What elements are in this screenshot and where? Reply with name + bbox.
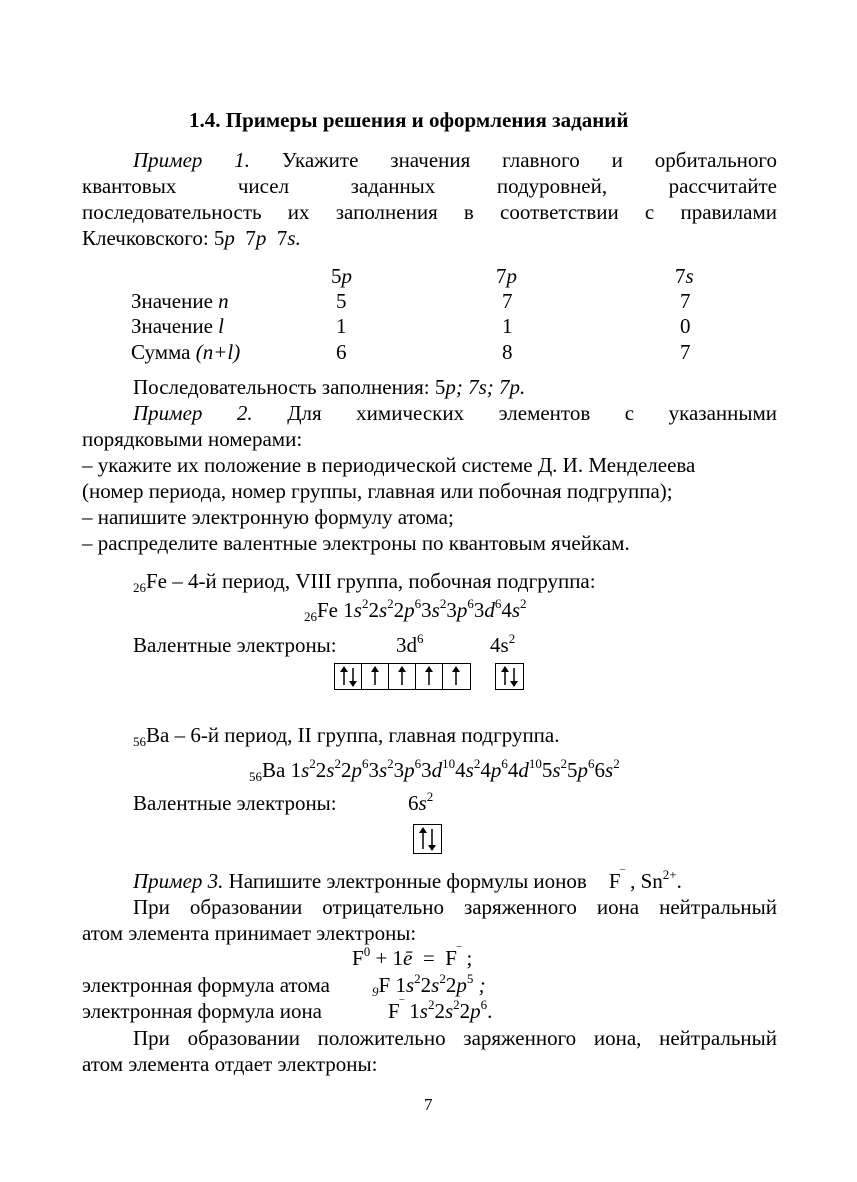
ion-formula: F‾ $1s^22s^22p^6$. xyxy=(388,997,493,1023)
positive-ion-line1: При образовании положительно заряженного иона, нейтральный xyxy=(133,1026,777,1050)
fe-valence-s-sup: 2 xyxy=(508,631,516,646)
example1-line4 xyxy=(82,225,301,251)
line4-mid1: 7 xyxy=(234,226,256,250)
fe-electron-formula: $_{26}$Fe $1s^22s^22p^63s^23p^63d^64s^2$ xyxy=(304,596,527,624)
row-label-italic: (n+l) xyxy=(195,340,241,364)
ba-formula-number: 56 xyxy=(249,769,262,784)
fe-valence-d xyxy=(396,632,424,658)
ion1-charge: ‾ xyxy=(620,867,625,882)
example1-line1 xyxy=(133,147,777,173)
eq-left-sup: 0 xyxy=(363,944,371,959)
table-row-label xyxy=(131,313,224,339)
ion1: F xyxy=(608,869,621,893)
orbital-cell xyxy=(335,664,362,689)
example2-label: Пример 2. xyxy=(133,401,253,425)
ba-desc-text: Ba – 6-й период, II группа, главная подгруппа. xyxy=(146,723,560,747)
up-arrow-icon xyxy=(416,664,443,689)
table-row-label xyxy=(131,288,229,314)
up-down-arrows-icon xyxy=(414,825,441,853)
orbital-cell xyxy=(416,664,443,689)
table-cell: 8 xyxy=(502,340,513,364)
atom-formula: $_9$F $1s^22s^22p^5$ ; xyxy=(372,971,486,999)
table-row-label xyxy=(131,339,240,365)
line-end: . xyxy=(676,869,682,893)
up-down-arrows-icon xyxy=(335,664,362,689)
page-number: 7 xyxy=(424,1095,433,1114)
fe-d-orbital-cells xyxy=(334,663,471,690)
filling-sequence xyxy=(133,374,525,400)
fe-valence-s-text: 4s xyxy=(490,633,509,657)
bullet-1b: (номер периода, номер группы, главная или побочная подгруппа); xyxy=(82,479,673,503)
ba-number: 56 xyxy=(133,734,146,749)
negative-ion-line1: При образовании отрицательно заряженного иона нейтральный xyxy=(133,895,777,919)
negative-ion-line2: атом элемента принимает электроны: xyxy=(82,921,417,945)
bullet-3: – распределите валентные электроны по квантовым ячейкам. xyxy=(82,531,630,555)
orbital-cell xyxy=(443,664,470,689)
line4-p1: p xyxy=(224,226,235,250)
line4-p2: p xyxy=(255,226,267,250)
line4-text: Клечковского: 5 xyxy=(82,226,225,250)
ion-symbol: F xyxy=(388,999,400,1023)
sequence-italic: p; 7s; 7p. xyxy=(445,375,526,399)
example2-line2: порядковыми номерами: xyxy=(82,427,303,451)
table-header-5p: 5p xyxy=(331,264,352,288)
orbital-cell xyxy=(496,664,523,689)
table-cell: 5 xyxy=(336,289,347,313)
sequence-text: Последовательность заполнения: 5 xyxy=(133,375,446,399)
fe-desc-text: Fe – 4-й период, VIII группа, побочная подгруппа: xyxy=(146,569,596,593)
ba-valence-s-sup: 2 xyxy=(426,789,434,804)
eq-right-sup: ‾ xyxy=(456,944,462,959)
table-cell: 1 xyxy=(502,314,513,338)
up-arrow-icon xyxy=(389,664,416,689)
fe-number: 26 xyxy=(133,580,146,595)
example2-line1 xyxy=(133,400,777,426)
ion-formula-label: электронная формула иона xyxy=(82,999,323,1023)
fe-description xyxy=(133,568,596,594)
ba-valence-s-text: 6s xyxy=(408,791,427,815)
table-header-7p: 7p xyxy=(496,264,517,288)
eq-electron: ē xyxy=(403,946,413,970)
ion-charge: ‾ xyxy=(399,997,405,1012)
bullet-1: – укажите их положение в периодической системе Д. И. Менделеева xyxy=(82,453,696,477)
eq-left: F xyxy=(352,946,364,970)
up-down-arrows-icon xyxy=(496,664,523,689)
atom-formula-label: электронная формула атома xyxy=(82,973,330,997)
row-label-text: Сумма xyxy=(131,340,196,364)
fe-valence-d-sup: 6 xyxy=(417,631,424,646)
fe-s-orbital-cell xyxy=(495,663,524,690)
table-cell: 7 xyxy=(502,289,513,313)
example2-line1-text: Для химических элементов с указанными xyxy=(287,401,778,425)
eq-end: ; xyxy=(461,946,473,970)
table-cell: 1 xyxy=(336,314,347,338)
positive-ion-line2: атом элемента отдает электроны: xyxy=(82,1052,378,1076)
row-label-italic: l xyxy=(218,314,225,338)
example1-line3: последовательность их заполнения в соответствии с правилами xyxy=(82,200,777,224)
eq-plus: + 1 xyxy=(370,946,404,970)
example3-line1-text: Напишите электронные формулы ионов xyxy=(228,869,587,893)
example3-label: Пример 3. xyxy=(133,869,224,893)
ba-s-orbital-cell xyxy=(413,824,442,854)
up-arrow-icon xyxy=(443,664,470,689)
example3-line1 xyxy=(133,868,682,894)
table-header-7s: 7s xyxy=(675,264,694,288)
example1-line1-text: Укажите значения главного и орбитального xyxy=(281,148,778,172)
ba-valence-s xyxy=(408,790,433,816)
ion2-charge: 2+ xyxy=(662,867,677,882)
line4-s: s. xyxy=(287,226,301,250)
line4-mid2: 7 xyxy=(266,226,288,250)
orbital-cell xyxy=(362,664,389,689)
table-cell: 7 xyxy=(680,340,691,364)
table-cell: 0 xyxy=(680,314,691,338)
table-cell: 7 xyxy=(680,289,691,313)
orbital-cell xyxy=(414,825,441,853)
ba-valence-label: Валентные электроны: xyxy=(133,791,337,815)
ion-separator: , xyxy=(624,869,641,893)
ba-electron-formula: $_{56}$Ba $1s^22s^22p^63s^23p^63d^{10}4s^24p^64d^{10}5s^25p^66s^2$ xyxy=(249,756,620,784)
ba-symbol: Ba xyxy=(262,758,286,782)
fe-symbol: Fe xyxy=(317,598,338,622)
row-label-text: Значение xyxy=(131,314,219,338)
up-arrow-icon xyxy=(362,664,389,689)
table-cell: 6 xyxy=(336,340,347,364)
atom-symbol: F xyxy=(378,973,391,997)
section-heading: 1.4. Примеры решения и оформления заданий xyxy=(189,108,629,132)
example1-line2: квантовых чисел заданных подуровней, рассчитайте xyxy=(82,174,777,198)
fe-valence-label: Валентные электроны: xyxy=(133,633,337,657)
bullet-2: – напишите электронную формулу атома; xyxy=(82,505,454,529)
eq-equals: = F xyxy=(412,946,457,970)
ion2: Sn xyxy=(640,869,663,893)
fe-valence-d-text: 3d xyxy=(396,633,417,657)
ba-description xyxy=(133,722,560,748)
fe-valence-s xyxy=(490,632,515,658)
atom-number: 9 xyxy=(372,984,379,999)
row-label-italic: n xyxy=(218,289,229,313)
example1-label: Пример 1. xyxy=(133,148,251,172)
fe-formula-number: 26 xyxy=(304,609,317,624)
ion-equation xyxy=(352,945,472,971)
row-label-text: Значение xyxy=(131,289,219,313)
orbital-cell xyxy=(389,664,416,689)
